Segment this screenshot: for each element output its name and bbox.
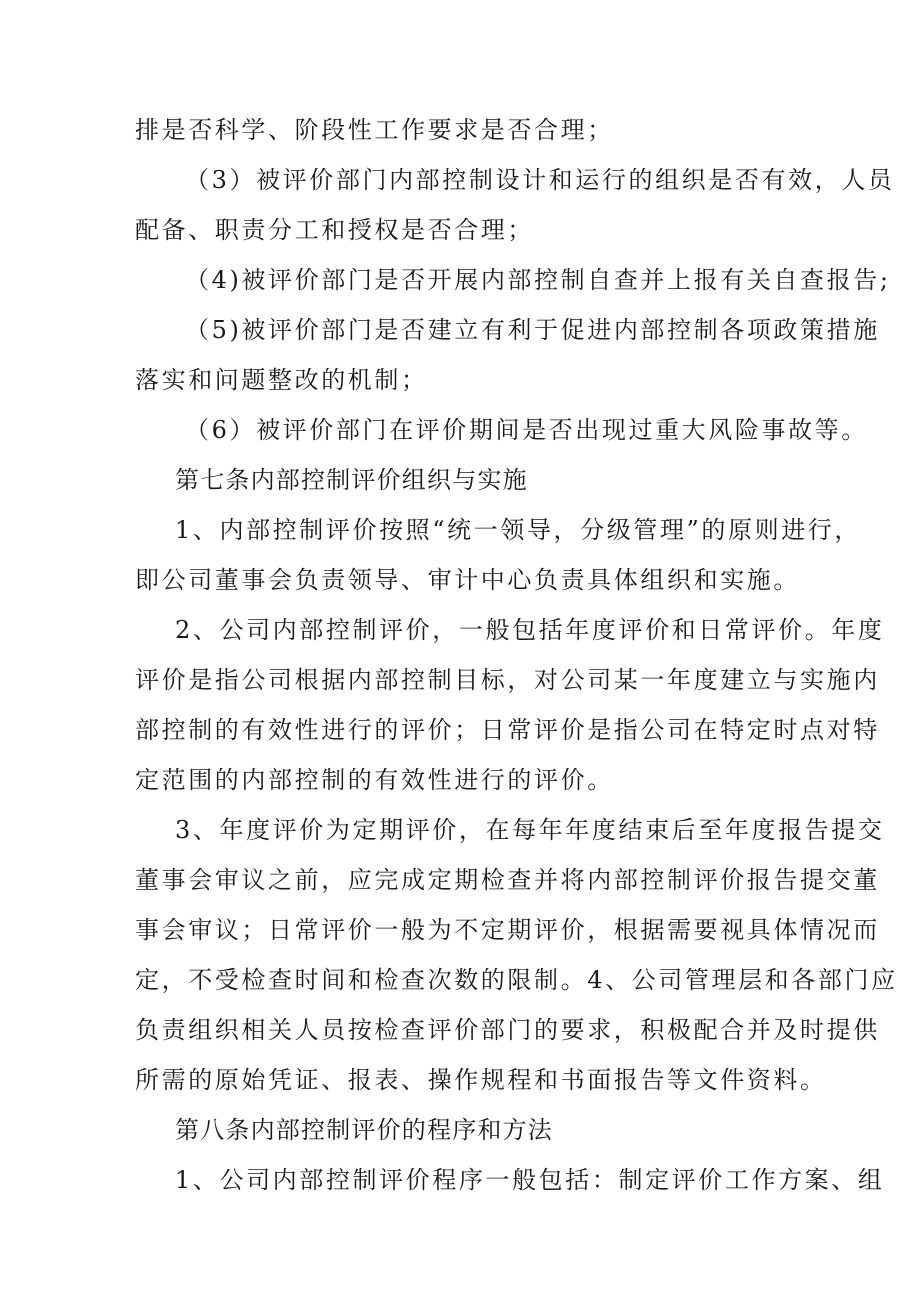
article-7-item-3-line-2: 董事会审议之前，应完成定期检查并将内部控制评价报告提交董 <box>135 866 880 894</box>
article-7-heading: 第七条内部控制评价组织与实施 <box>175 466 528 494</box>
article-8-heading: 第八条内部控制评价的程序和方法 <box>175 1116 553 1144</box>
list-item-3-line-2: 配备、职责分工和授权是否合理； <box>135 216 534 244</box>
article-7-item-1-line-1: 1、内部控制评价按照“统一领导，分级管理”的原则进行， <box>175 516 862 544</box>
list-item-5-line-1: （5)被评价部门是否建立有利于促进内部控制各项政策措施 <box>185 316 880 344</box>
article-8-item-1-line-1: 1、公司内部控制评价程序一般包括：制定评价工作方案、组 <box>175 1166 885 1194</box>
list-item-5-line-2: 落实和问题整改的机制； <box>135 366 428 394</box>
list-item-3-line-1: （3）被评价部门内部控制设计和运行的组织是否有效，人员 <box>185 166 895 194</box>
text-line-continuation: 排是否科学、阶段性工作要求是否合理； <box>135 116 614 144</box>
article-7-item-3-line-1: 3、年度评价为定期评价，在每年年度结束后至年度报告提交 <box>175 816 885 844</box>
article-7-item-4-line-2: 负责组织相关人员按检查评价部门的要求，积极配合并及时提供 <box>135 1016 880 1044</box>
article-7-item-3-line-3: 事会审议；日常评价一般为不定期评价，根据需要视具体情况而 <box>135 916 880 944</box>
article-7-item-2-line-1: 2、公司内部控制评价，一般包括年度评价和日常评价。年度 <box>175 616 885 644</box>
list-item-6: （6）被评价部门在评价期间是否出现过重大风险事故等。 <box>185 416 868 444</box>
article-7-item-2-line-4: 定范围的内部控制的有效性进行的评价。 <box>135 766 614 794</box>
article-7-item-4-line-3: 所需的原始凭证、报表、操作规程和书面报告等文件资料。 <box>135 1066 827 1094</box>
article-7-item-1-line-2: 即公司董事会负责领导、审计中心负责具体组织和实施。 <box>135 566 800 594</box>
article-7-item-2-line-2: 评价是指公司根据内部控制目标，对公司某一年度建立与实施内 <box>135 666 880 694</box>
article-7-item-3-line-4: 定，不受检查时间和检查次数的限制。4、公司管理层和各部门应 <box>135 966 898 994</box>
article-7-item-2-line-3: 部控制的有效性进行的评价；日常评价是指公司在特定时点对特 <box>135 716 880 744</box>
list-item-4: （4)被评价部门是否开展内部控制自查并上报有关自查报告; <box>185 266 891 294</box>
